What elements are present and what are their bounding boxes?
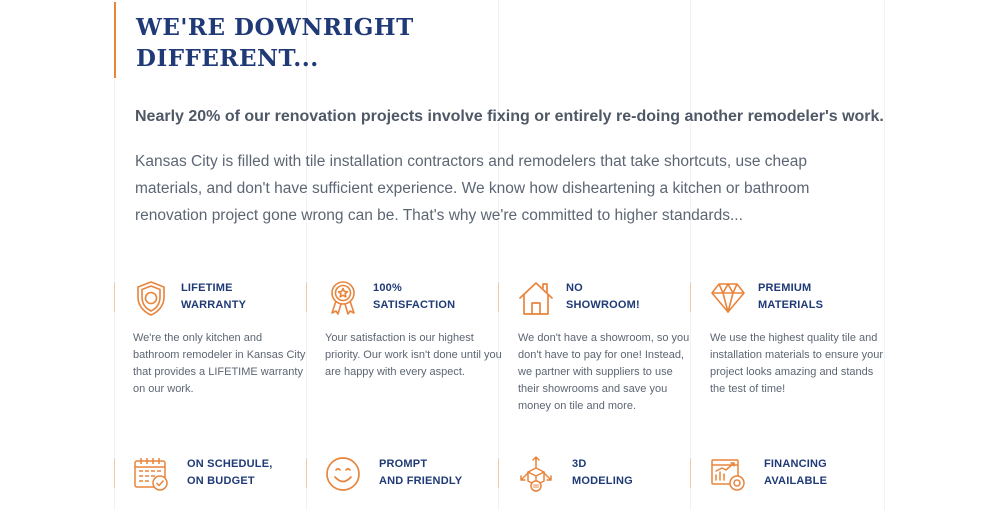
- feature-description: Your satisfaction is our highest priority. Our work isn't done until you are happy with every aspect.: [325, 332, 502, 378]
- feature-title-line-2: AVAILABLE: [764, 475, 828, 487]
- intro-paragraph: Kansas City is filled with tile installation contractors and remodelers that take shortcuts, use cheap materials, and don't have sufficient experience. We know how disheartening a kitchen or bathroom renovation project gone wrong can be. That's why we're committed to higher standards...: [135, 153, 810, 224]
- feature-title-line-1: LIFETIME: [181, 282, 233, 294]
- accent-divider: [306, 458, 307, 488]
- grid-line: [306, 0, 307, 510]
- feature-title-line-2: MODELING: [572, 475, 633, 487]
- feature-title: [379, 456, 529, 490]
- feature-title: [373, 280, 523, 314]
- feature-title-line-1: NO: [566, 282, 583, 294]
- feature-title-line-2: SHOWROOM!: [566, 299, 640, 311]
- accent-divider: [498, 458, 499, 488]
- grid-line: [884, 0, 885, 510]
- heading-block: [114, 2, 414, 78]
- feature-title-line-1: FINANCING: [764, 458, 827, 470]
- feature-title-line-1: 3D: [572, 458, 587, 470]
- lead-statement: Nearly 20% of our renovation projects involve fixing or entirely re-doing another remodeler's work.: [135, 108, 884, 125]
- feature-title-line-2: MATERIALS: [758, 299, 824, 311]
- page-title: [136, 12, 536, 74]
- feature-title-line-1: PREMIUM: [758, 282, 812, 294]
- grid-line: [690, 0, 691, 510]
- feature-title: [758, 280, 908, 314]
- feature-title-line-2: AND FRIENDLY: [379, 475, 463, 487]
- page-title-line-1: WE'RE DOWNRIGHT: [136, 14, 414, 41]
- financing-chart-icon: [710, 456, 746, 492]
- 3d-cube-icon: [518, 456, 554, 492]
- feature-description: We use the highest quality tile and installation materials to ensure your project looks amazing and stands the test of time!: [710, 332, 884, 395]
- smiley-icon: [325, 456, 361, 492]
- feature-title-line-2: WARRANTY: [181, 299, 247, 311]
- feature-title: [572, 456, 722, 490]
- feature-description: We don't have a showroom, so you don't have to pay for one! Instead, we partner with suppliers to use their showrooms and save you money on tile and more.: [518, 332, 690, 412]
- house-icon: [518, 280, 554, 316]
- diamond-icon: [710, 280, 746, 316]
- accent-divider: [690, 282, 691, 312]
- feature-title: [187, 456, 337, 490]
- accent-divider: [498, 282, 499, 312]
- feature-title-line-1: ON SCHEDULE,: [187, 458, 273, 470]
- calendar-check-icon: [133, 456, 169, 492]
- feature-title-line-1: PROMPT: [379, 458, 428, 470]
- award-ribbon-icon: [325, 280, 361, 316]
- feature-title: [181, 280, 331, 314]
- feature-title-line-2: SATISFACTION: [373, 299, 456, 311]
- accent-divider: [690, 458, 691, 488]
- feature-title-line-1: 100%: [373, 282, 402, 294]
- feature-title: [566, 280, 716, 314]
- grid-line: [498, 0, 499, 510]
- accent-divider: [114, 458, 115, 488]
- accent-divider: [114, 282, 115, 312]
- feature-title: [764, 456, 914, 490]
- accent-divider: [306, 282, 307, 312]
- feature-description: We're the only kitchen and bathroom remodeler in Kansas City that provides a LIFETIME warranty on our work.: [133, 332, 306, 395]
- page-title-line-2: DIFFERENT...: [136, 45, 319, 72]
- feature-title-line-2: ON BUDGET: [187, 475, 255, 487]
- shield-icon: [133, 280, 169, 316]
